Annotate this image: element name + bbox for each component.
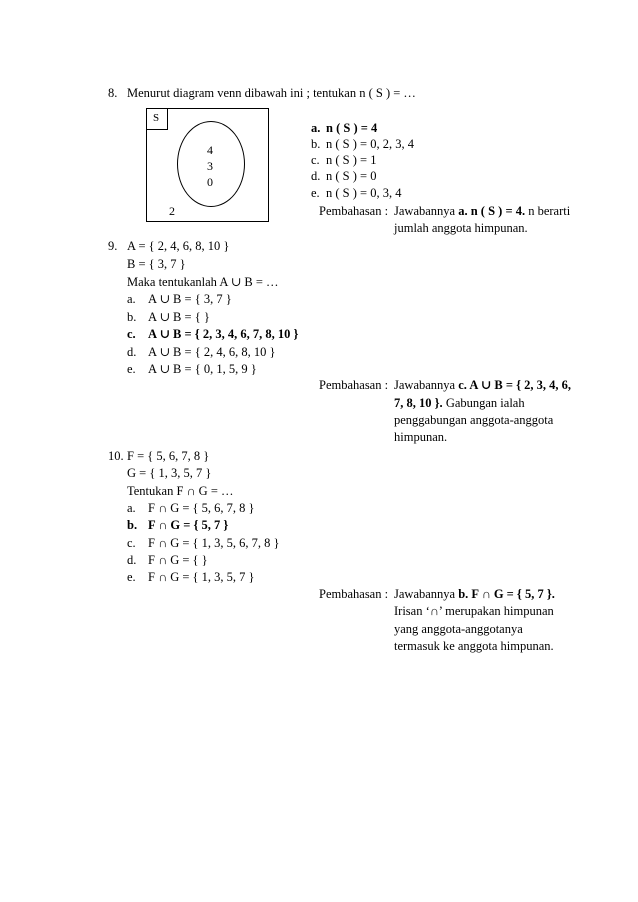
q9-pembahasan-line-1: Jawabannya c. A ∪ B = { 2, 3, 4, 6,: [394, 378, 572, 392]
q9-pembahasan-label: Pembahasan :: [319, 378, 389, 392]
q8-option-e-letter: e.: [311, 186, 320, 200]
venn-universe-label: S: [153, 112, 160, 124]
q8-option-a: n ( S ) = 4: [326, 121, 378, 135]
q10-option-e-letter: e.: [127, 570, 136, 584]
q10-pembahasan-line-2: Irisan ‘∩’ merupakan himpunan: [394, 604, 554, 618]
q9-option-c-letter: c.: [127, 327, 136, 341]
q9-option-d: A ∪ B = { 2, 4, 6, 8, 10 }: [148, 345, 276, 359]
q10-option-d: F ∩ G = { }: [148, 553, 208, 567]
q9-pembahasan-line-3: penggabungan anggota-anggota: [394, 413, 554, 427]
q8-option-d-letter: d.: [311, 169, 321, 183]
q8-option-e: n ( S ) = 0, 3, 4: [326, 186, 402, 200]
q8-pembahasan-line-2: jumlah anggota himpunan.: [394, 221, 528, 235]
q8-option-c: n ( S ) = 1: [326, 153, 377, 167]
q10-pembahasan-label: Pembahasan :: [319, 587, 389, 601]
q10-option-a: F ∩ G = { 5, 6, 7, 8 }: [148, 501, 255, 515]
venn-element: 4: [207, 143, 213, 157]
q9-set-b: B = { 3, 7 }: [127, 257, 186, 271]
q9-option-e-letter: e.: [127, 362, 136, 376]
q8-option-b-letter: b.: [311, 137, 321, 151]
q10-option-a-letter: a.: [127, 501, 136, 515]
q10-option-b: F ∩ G = { 5, 7 }: [148, 518, 229, 532]
q10-option-b-letter: b.: [127, 518, 138, 532]
q10-option-c: F ∩ G = { 1, 3, 5, 6, 7, 8 }: [148, 536, 280, 550]
q9-pembahasan-line-4: himpunan.: [394, 430, 448, 444]
q9-option-b: A ∪ B = { }: [148, 310, 210, 324]
q8-question: Menurut diagram venn dibawah ini ; tentukan n ( S ) = …: [127, 86, 416, 100]
q10-option-e: F ∩ G = { 1, 3, 5, 7 }: [148, 570, 255, 584]
q8-option-a-letter: a.: [311, 121, 321, 135]
q10-set-f: F = { 5, 6, 7, 8 }: [127, 449, 210, 463]
q10-number: 10.: [108, 449, 124, 463]
q10-set-g: G = { 1, 3, 5, 7 }: [127, 466, 212, 480]
venn-element: 0: [207, 175, 213, 189]
q10-option-d-letter: d.: [127, 553, 137, 567]
q8-pembahasan-label: Pembahasan :: [319, 204, 389, 218]
q10-option-c-letter: c.: [127, 536, 136, 550]
q9-option-d-letter: d.: [127, 345, 137, 359]
q9-option-b-letter: b.: [127, 310, 137, 324]
q8-option-b: n ( S ) = 0, 2, 3, 4: [326, 137, 414, 151]
q10-pembahasan-line-1: Jawabannya b. F ∩ G = { 5, 7 }.: [394, 587, 555, 601]
q9-set-a: A = { 2, 4, 6, 8, 10 }: [127, 239, 230, 253]
venn-element: 3: [207, 159, 213, 173]
q9-pembahasan-line-2: 7, 8, 10 }. Gabungan ialah: [394, 396, 525, 410]
q10-pembahasan-line-3: yang anggota-anggotanya: [394, 622, 523, 636]
venn-diagram: [146, 108, 269, 222]
q9-option-a: A ∪ B = { 3, 7 }: [148, 292, 232, 306]
q8-pembahasan-line-1: Jawabannya a. n ( S ) = 4. n berarti: [394, 204, 571, 218]
q9-number: 9.: [108, 239, 118, 253]
q9-question: Maka tentukanlah A ∪ B = …: [127, 275, 279, 289]
q9-option-a-letter: a.: [127, 292, 136, 306]
q8-option-d: n ( S ) = 0: [326, 169, 377, 183]
q9-option-e: A ∪ B = { 0, 1, 5, 9 }: [148, 362, 257, 376]
q10-pembahasan-line-4: termasuk ke anggota himpunan.: [394, 639, 554, 653]
q9-option-c: A ∪ B = { 2, 3, 4, 6, 7, 8, 10 }: [148, 327, 299, 341]
q8-number: 8.: [108, 86, 118, 100]
q8-option-c-letter: c.: [311, 153, 320, 167]
venn-outside-element: 2: [169, 204, 175, 218]
q10-question: Tentukan F ∩ G = …: [127, 484, 234, 498]
